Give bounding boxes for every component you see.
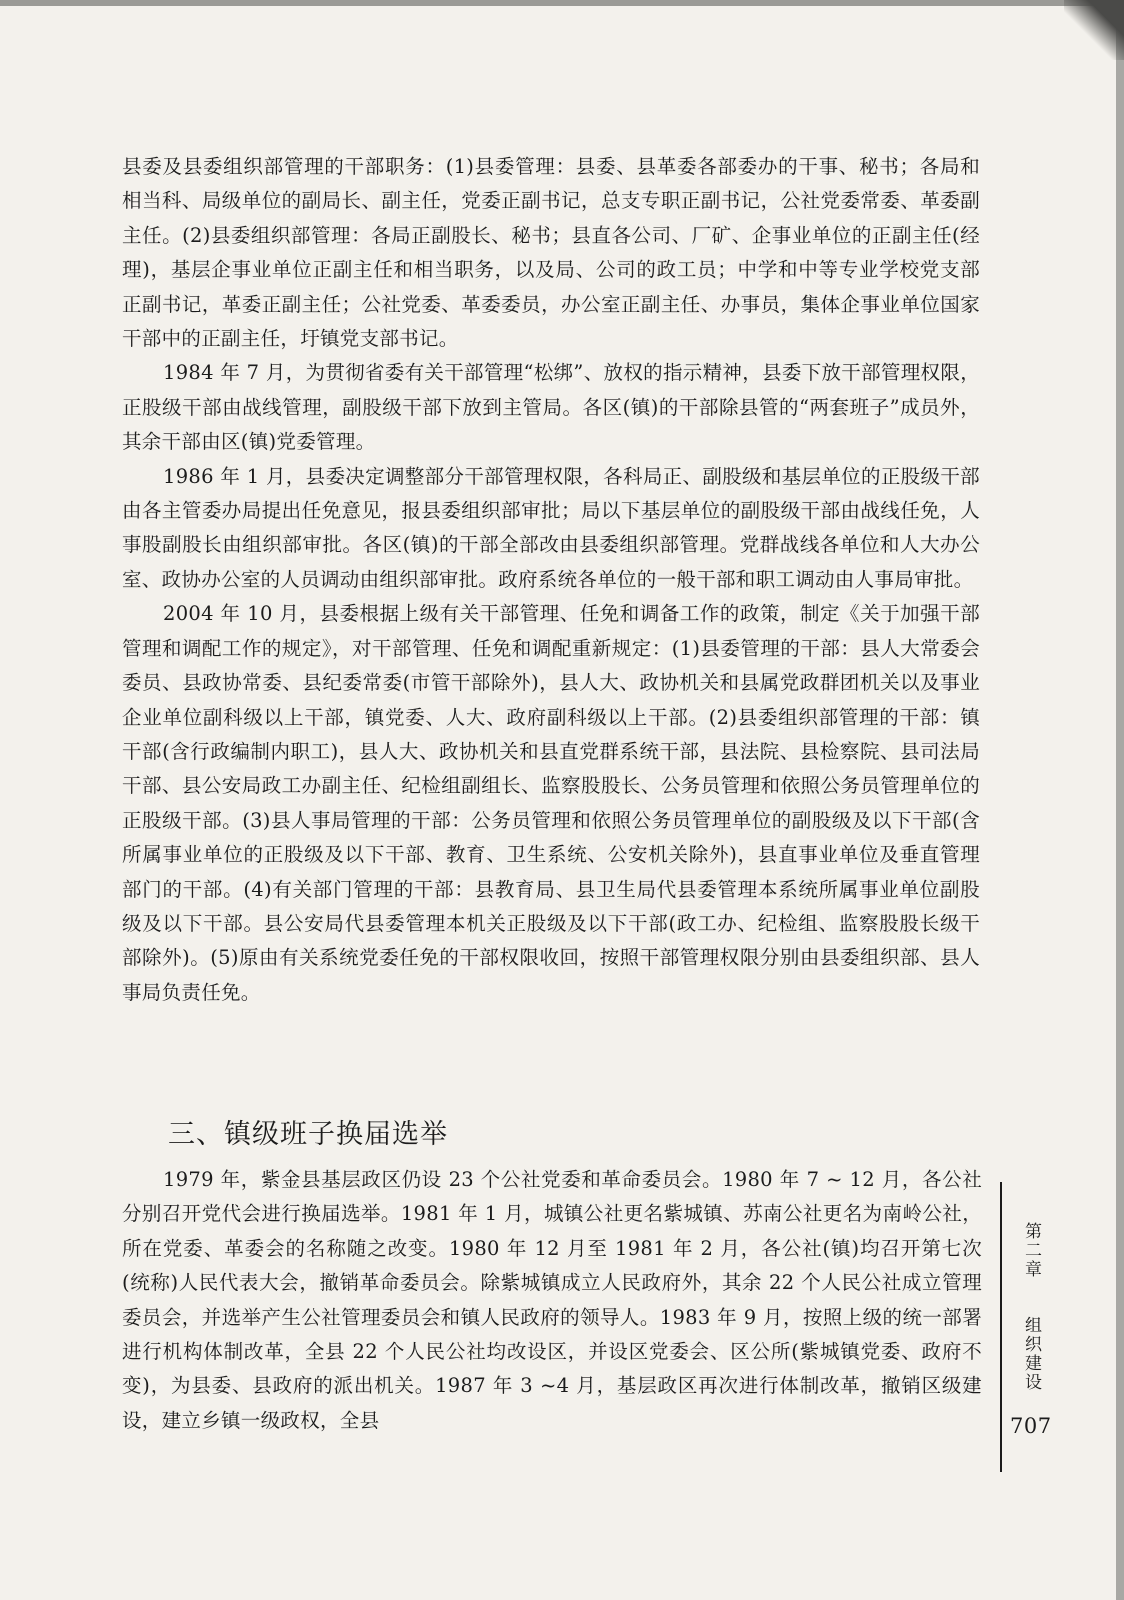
margin-divider [1000, 1182, 1002, 1472]
paragraph-2004: 2004 年 10 月，县委根据上级有关干部管理、任免和调备工作的政策，制定《关于加强干部管理和调配工作的规定》，对干部管理、任免和调配重新规定：(1)县委管理的干部：县人大常委会委员、县政协常委、县纪委常委(市管干部除外)，县人大、政协机关和县属党政群团机关以及事业企业单位副科级以上干部，镇党委、人大、政府副科级以上干部。(2)县委组织部管理的干部：镇干部(含行政编制内职工)，县人大、政协机关和县直党群系统干部，县法院、县检察院、县司法局干部、县公安局政工办副主任、纪检组副组长、监察股股长、公务员管理和依照公务员管理单位的正股级干部。(3)县人事局管理的干部：公务员管理和依照公务员管理单位的副股级及以下干部(含所属事业单位的正股级及以下干部、教育、卫生系统、公安机关除外)，县直事业单位及垂直管理部门的干部。(4)有关部门管理的干部：县教育局、县卫生局代县委管理本系统所属事业单位副股级及以下干部。县公安局代县委管理本机关正股级及以下干部(政工办、纪检组、监察股股长级干部除外)。(5)原由有关系统党委任免的干部权限收回，按照干部管理权限分别由县委组织部、县人事局负责任免。 [122, 602, 980, 1004]
scan-edge-top [0, 0, 1124, 6]
section-body [122, 1163, 982, 1438]
paragraph-cadre-duties: 县委及县委组织部管理的干部职务：(1)县委管理：县委、县革委各部委办的干事、秘书；各局和相当科、局级单位的副局长、副主任，党委正副书记，总支专职正副书记，公社党委常委、革委副主任。(2)县委组织部管理：各局正副股长、秘书；县直各公司、厂矿、企事业单位的正副主任(经理)，基层企事业单位正副主任和相当职务，以及局、公司的政工员；中学和中等专业学校党支部正副书记，革委正副主任；公社党委、革委委员，办公室正副主任、办事员，集体企事业单位国家干部中的正副主任，圩镇党支部书记。 [122, 155, 980, 351]
page-number: 707 [1010, 1414, 1052, 1438]
paragraph-1986: 1986 年 1 月，县委决定调整部分干部管理权限，各科局正、副股级和基层单位的正股级干部由各主管委办局提出任免意见，报县委组织部审批；局以下基层单位的副股级干部由战线任免，人事股副股长由组织部审批。各区(镇)的干部全部改由县委组织部管理。党群战线各单位和人大办公室、政协办公室的人员调动由组织部审批。政府系统各单位的一般干部和职工调动由人事局审批。 [122, 464, 980, 591]
scan-edge-right [1116, 0, 1124, 1600]
paragraph-1984: 1984 年 7 月，为贯彻省委有关干部管理“松绑”、放权的指示精神，县委下放干部管理权限，正股级干部由战线管理，副股级干部下放到主管局。各区(镇)的干部除县管的“两套班子”成员外，其余干部由区(镇)党委管理。 [122, 361, 980, 454]
topic-label: 组织建设 [1021, 1316, 1041, 1392]
body-text [122, 150, 980, 1010]
scan-edge-corner [1064, 0, 1124, 60]
section-heading: 三、镇级班子换届选举 [168, 1119, 448, 1150]
chapter-label: 第二章 [1021, 1222, 1041, 1279]
paragraph-1979: 1979 年，紫金县基层政区仍设 23 个公社党委和革命委员会。1980 年 7 ~ 12 月，各公社分别召开党代会进行换届选举。1981 年 1 月，城镇公社更名紫城镇、苏南公社更名为南岭公社，所在党委、革委会的名称随之改变。1980 年 12 月至 1981 年 2 月，各公社(镇)均召开第七次(统称)人民代表大会，撤销革命委员会。除紫城镇成立人民政府外，其余 22 个人民公社成立管理委员会，并选举产生公社管理委员会和镇人民政府的领导人。1983 年 9 月，按照上级的统一部署进行机构体制改革，全县 22 个人民公社均改设区，并设区党委会、区公所(紫城镇党委、政府不变)，为县委、县政府的派出机关。1987 年 3 ~4 月，基层政区再次进行体制改革，撤销区级建设，建立乡镇一级政权，全县 [122, 1168, 982, 1432]
